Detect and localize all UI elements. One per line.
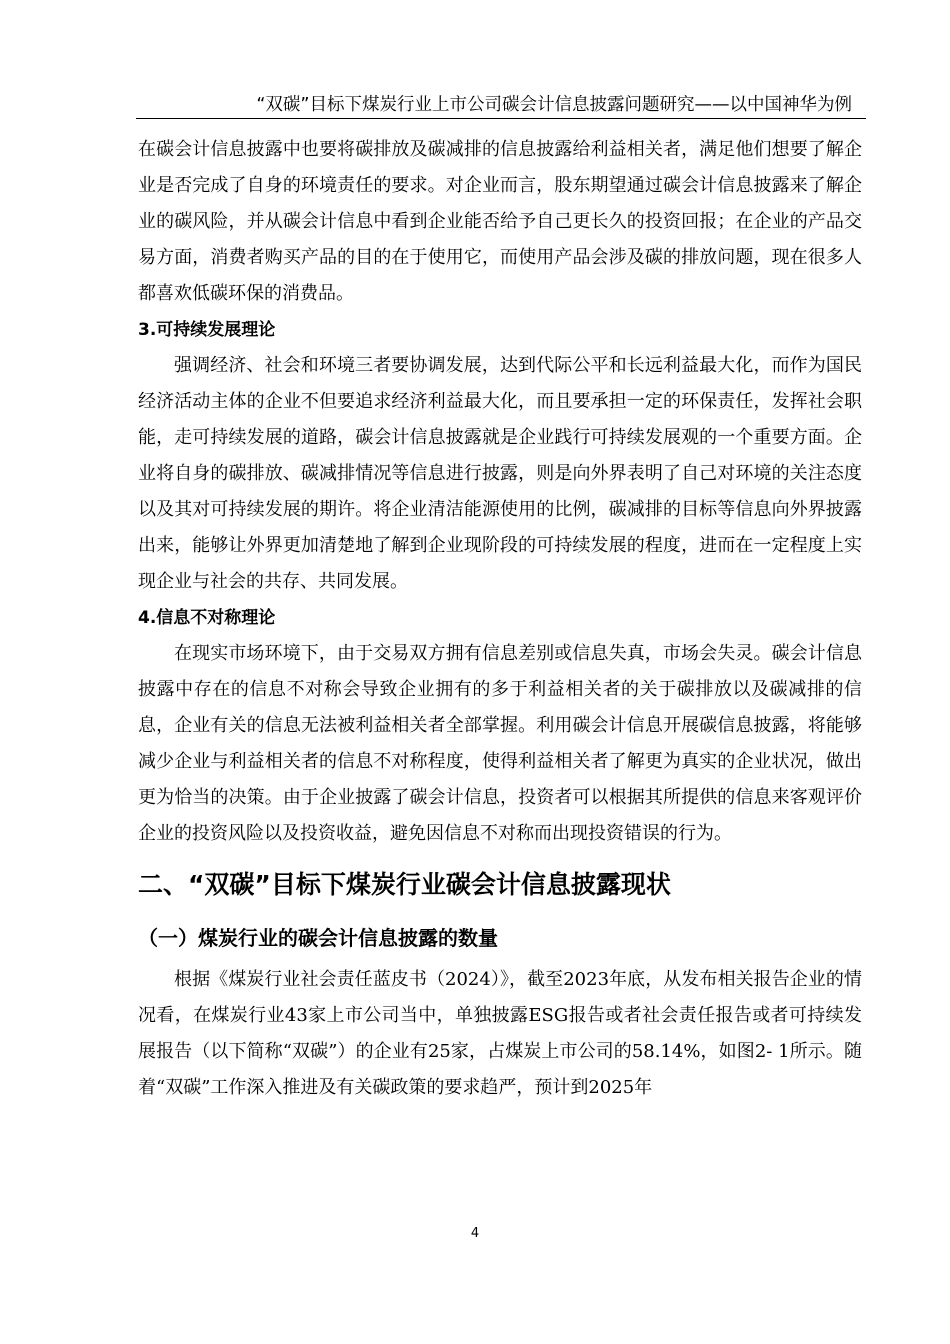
subheading-information-asymmetry: 4.信息不对称理论 — [138, 608, 276, 628]
paragraph-sustainable-development: 强调经济、社会和环境三者要协调发展，达到代际公平和长远利益最大化，而作为国民经济活动主体的企业不但要追求经济利益最大化，而且要承担一定的环保责任，发挥社会职能，走可持续发展的道路，碳会计信息披露就是企业践行可持续发展观的一个重要方面。企业将自身的碳排放、碳减排情况等信息进行披露，则是向外界表明了自己对环境的关注态度以及其对可持续发展的期许。将企业清洁能源使用的比例，碳减排的目标等信息向外界披露出来，能够让外界更加清楚地了解到企业现阶段的可持续发展的程度，进而在一定程度上实现企业与社会的共存、共同发展。 — [138, 355, 862, 592]
paragraph-intro: 在碳会计信息披露中也要将碳排放及碳减排的信息披露给利益相关者，满足他们想要了解企业是否完成了自身的环境责任的要求。对企业而言，股东期望通过碳会计信息披露来了解企业的碳风险，并从碳会计信息中看到企业能否给予自己更长久的投资回报；在企业的产品交易方面，消费者购买产品的目的在于使用它，而使用产品会涉及碳的排放问题，现在很多人都喜欢低碳环保的消费品。 — [138, 139, 862, 304]
paragraph-information-asymmetry: 在现实市场环境下，由于交易双方拥有信息差别或信息失真，市场会失灵。碳会计信息披露中存在的信息不对称会导致企业拥有的多于利益相关者的关于碳排放以及碳减排的信息，企业有关的信息无法被利益相关者全部掌握。利用碳会计信息开展碳信息披露，将能够减少企业与利益相关者的信息不对称程度，使得利益相关者了解更为真实的企业状况，做出更为恰当的决策。由于企业披露了碳会计信息，投资者可以根据其所提供的信息来客观评价企业的投资风险以及投资收益，避免因信息不对称而出现投资错误的行为。 — [138, 643, 862, 844]
subheading-sustainable-development: 3.可持续发展理论 — [138, 320, 276, 340]
document-body — [138, 132, 862, 1106]
section-heading-2: 二、“双碳”目标下煤炭行业碳会计信息披露现状 — [138, 870, 671, 899]
page-header — [136, 88, 866, 119]
section-heading-2-1: （一）煤炭行业的碳会计信息披露的数量 — [138, 926, 498, 950]
header-title: “双碳”目标下煤炭行业上市公司碳会计信息披露问题研究——以中国神华为例 — [256, 95, 852, 115]
paragraph-disclosure-quantity: 根据《煤炭行业社会责任蓝皮书（2024）》，截至2023年底，从发布相关报告企业的情况看，在煤炭行业43家上市公司当中，单独披露ESG报告或者社会责任报告或者可持续发展报告（以下简称“双碳”）的企业有25家，占煤炭上市公司的58.14%，如图2- 1所示。随着“双碳”工作深入推进及有关碳政策的要求趋严，预计到2025年 — [138, 969, 862, 1098]
page-number: 4 — [470, 1226, 480, 1241]
